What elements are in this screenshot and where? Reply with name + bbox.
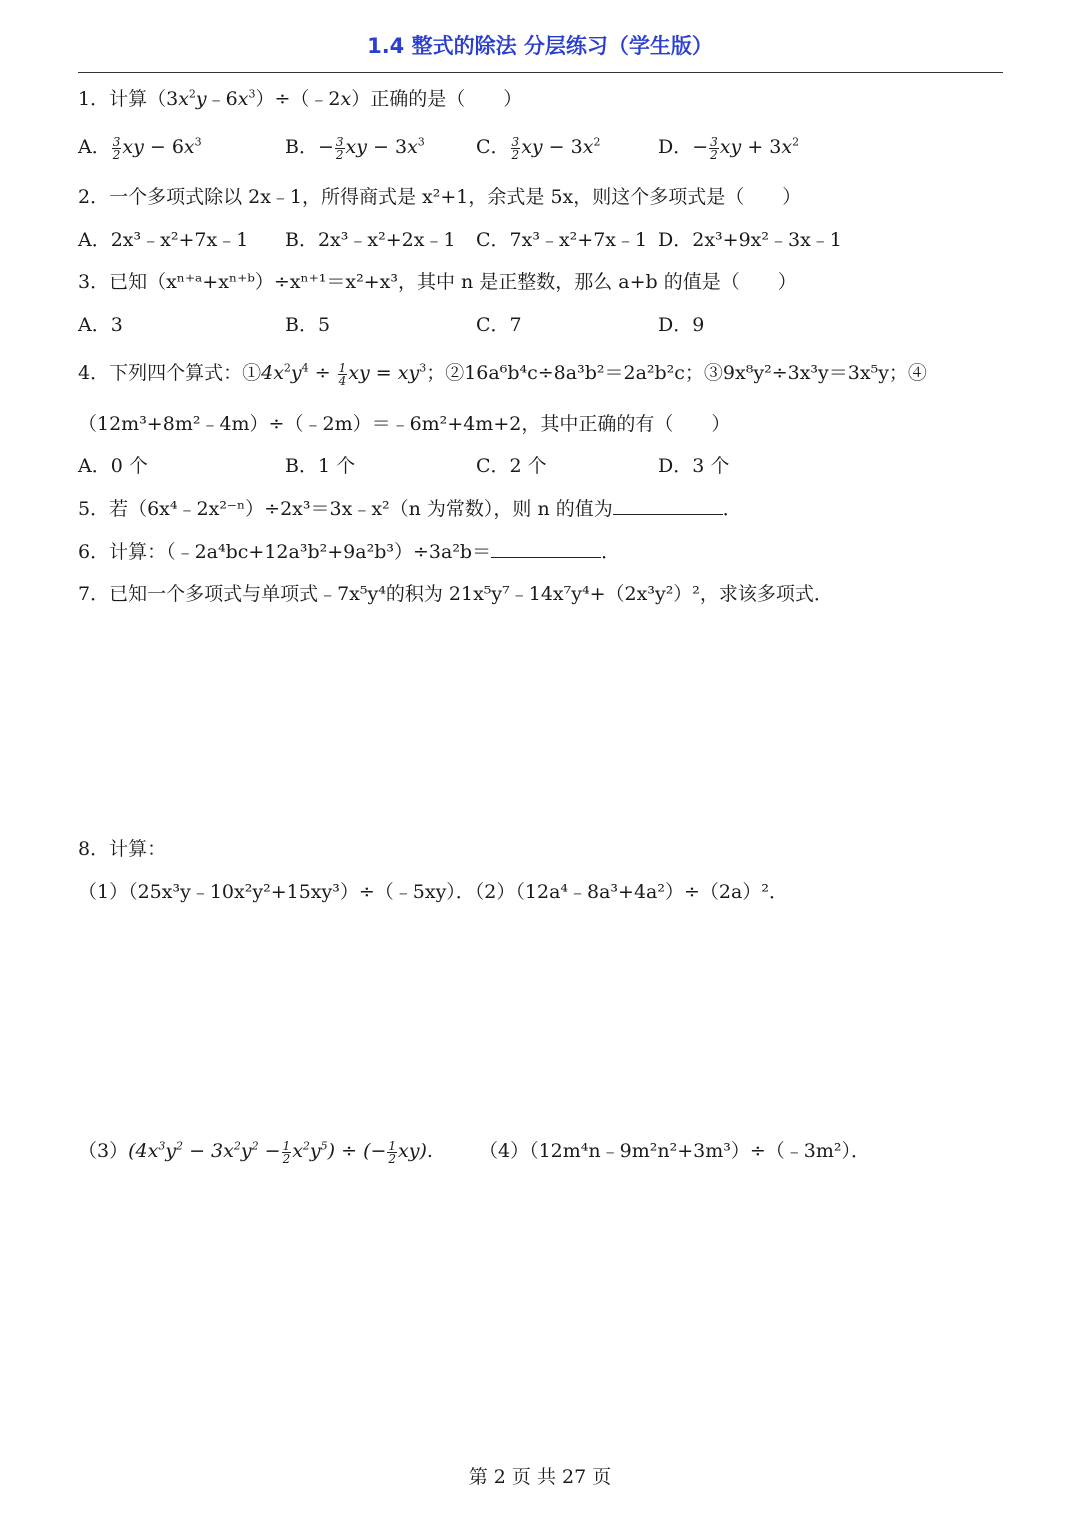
q2-option-a[interactable]: A．2x³﹣x²+7x﹣1 <box>78 229 249 251</box>
q3-option-d[interactable]: D．9 <box>658 314 705 336</box>
title-divider <box>78 72 1003 73</box>
q4-option-d[interactable]: D．3 个 <box>658 455 730 477</box>
question-5: 5．若（6x⁴﹣2x²⁻ⁿ）÷2x³＝3x﹣x²（n 为常数），则 n 的值为 ． <box>78 498 742 520</box>
question-1-stem: 1．计算$(3x^2y﹣6x^3)\div(﹣2x)$正确的是（ ） <box>78 87 523 110</box>
q6-answer-blank[interactable] <box>491 539 601 558</box>
q2-option-d[interactable]: D．2x³+9x²﹣3x﹣1 <box>658 229 842 251</box>
question-6: 6．计算：（﹣2a⁴bc+12a³b²+9a²b³）÷3a²b＝ ． <box>78 541 621 563</box>
q1-option-b[interactable]: B．− $\frac{3}{2}$ xy − $3x^3$ <box>285 134 425 162</box>
question-8-parts-1-2: （1）（25x³y﹣10x²y²+15xy³）÷（﹣5xy）．（2）（12a⁴﹣8a³+4a²）÷（2a）²． <box>78 881 788 903</box>
q4-option-a[interactable]: A．0 个 <box>78 455 148 477</box>
q3-option-c[interactable]: C．7 <box>476 314 522 336</box>
question-7: 7．已知一个多项式与单项式﹣7x⁵y⁴的积为 21x⁵y⁷﹣14x⁷y⁴+（2x³y²）²，求该多项式． <box>78 583 833 605</box>
q2-option-c[interactable]: C．7x³﹣x²+7x﹣1 <box>476 229 648 251</box>
q4-option-c[interactable]: C．2 个 <box>476 455 547 477</box>
q1-option-a[interactable]: A． $\frac{3}{2}$ xy − $6x^3$ <box>78 134 202 162</box>
q3-option-a[interactable]: A．3 <box>78 314 123 336</box>
question-8-stem: 8．计算： <box>78 838 167 860</box>
question-4-stem: 4．下列四个算式：$①4x^2y^4$ ÷ $\frac{1}{4}$ xy = $xy^3$；②16a⁶b⁴c÷8a³b²＝2a²b²c；③9x⁸y²÷3x³y＝3x⁵y；④ <box>78 360 927 388</box>
q5-answer-blank[interactable] <box>613 496 723 515</box>
q4-option-b[interactable]: B．1 个 <box>285 455 356 477</box>
page-footer: 第 2 页 共 27 页 <box>468 1466 612 1488</box>
question-8-parts-3-4: $(3)(4x^3y^2 - 3x^2y^2$ − $\frac{1}{2}$ $x^2y^5$) ÷ (− $\frac{1}{2}$ xy). （4）（12m⁴n﹣9m²n²+3m³）÷（﹣3m²）． <box>78 1138 870 1166</box>
q1-option-c[interactable]: C． $\frac{3}{2}$ xy − $3x^2$ <box>476 134 601 162</box>
question-4-stem-cont: （12m³+8m²﹣4m）÷（﹣2m）＝﹣6m²+4m+2，其中正确的有（ ） <box>78 413 731 435</box>
q2-option-b[interactable]: B．2x³﹣x²+2x﹣1 <box>285 229 456 251</box>
question-3-stem: 3．已知（xⁿ⁺ᵃ+xⁿ⁺ᵇ）÷xⁿ⁺¹＝x²+x³，其中 n 是正整数，那么 a+b 的值是（ ） <box>78 271 797 293</box>
question-2-stem: 2．一个多项式除以 2x﹣1，所得商式是 x²+1，余式是 5x，则这个多项式是（ ） <box>78 186 802 208</box>
q1-option-d[interactable]: D．− $\frac{3}{2}$ xy + $3x^2$ <box>658 134 800 162</box>
page-title: 1.4 整式的除法 分层练习（学生版） <box>367 34 713 58</box>
q3-option-b[interactable]: B．5 <box>285 314 331 336</box>
